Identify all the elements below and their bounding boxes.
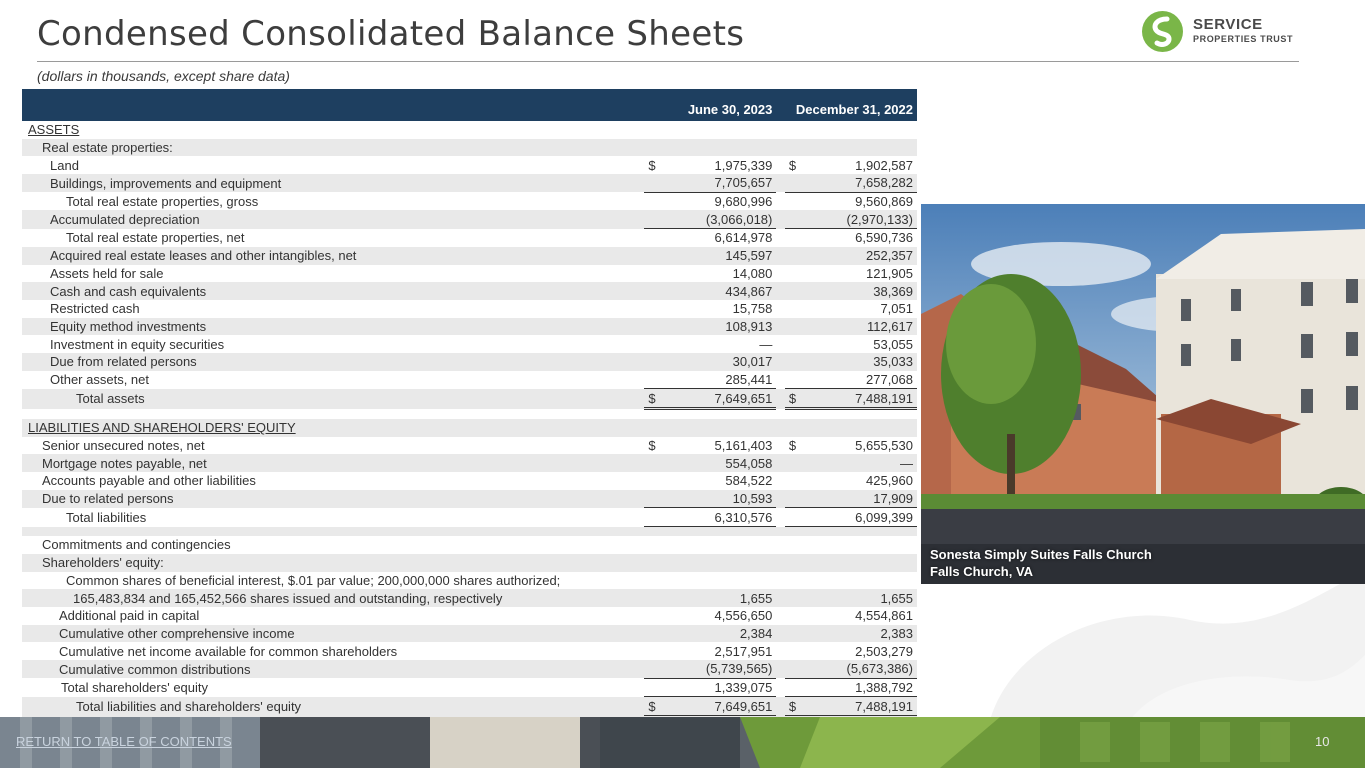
table-row [22, 536, 917, 554]
table-row [22, 282, 917, 300]
table-row [22, 472, 917, 490]
title-divider [37, 61, 1299, 62]
row-label: Total assets [22, 389, 644, 409]
row-label: Commitments and contingencies [42, 537, 231, 553]
value-dec-2022: 35,033 [800, 353, 917, 371]
table-row [22, 335, 917, 353]
row-label: Senior unsecured notes, net [42, 438, 205, 454]
value-dec-2022: 6,590,736 [855, 230, 913, 246]
value-dec-2022: (2,970,133) [800, 210, 917, 228]
table-row [22, 192, 917, 210]
row-label: Total liabilities [66, 509, 147, 525]
value-june-2023: 1,655 [659, 589, 776, 607]
table-row [22, 174, 917, 192]
table-row [22, 229, 917, 247]
value-june-2023: 1,339,075 [659, 678, 776, 697]
value-dec-2022: 1,655 [800, 589, 917, 607]
value-dec-2022: 7,051 [880, 301, 913, 317]
background-watermark [930, 560, 1365, 720]
table-row [22, 210, 917, 228]
value-june-2023: 5,161,403 [714, 438, 773, 454]
value-june-2023: 9,680,996 [714, 194, 773, 210]
row-label: Cumulative net income available for common shareholders [59, 643, 398, 659]
table-row [22, 247, 917, 265]
value-june-2023: 6,614,978 [714, 230, 773, 246]
value-june-2023: 434,867 [659, 282, 776, 300]
table-row [22, 371, 917, 389]
dollar-sign: $ [648, 157, 656, 173]
table-row [22, 139, 917, 157]
value-june-2023: — [759, 336, 773, 352]
value-june-2023: 285,441 [659, 371, 776, 389]
row-label: Cumulative common distributions [22, 660, 644, 678]
value-june-2023: 7,649,651 [659, 389, 776, 409]
value-june-2023: (3,066,018) [659, 210, 776, 228]
dollar-sign: $ [644, 697, 659, 717]
value-dec-2022: 7,658,282 [800, 174, 917, 192]
value-dec-2022: 4,554,861 [855, 608, 913, 624]
row-label: Investment in equity securities [50, 336, 225, 352]
page-number: 10 [1315, 734, 1330, 749]
table-row [22, 419, 917, 437]
value-dec-2022: 2,503,279 [855, 643, 913, 659]
table-row [22, 300, 917, 318]
column-header-june-2023: June 30, 2023 [644, 89, 776, 121]
dollar-sign: $ [648, 438, 656, 454]
logo-text-service: SERVICE [1193, 16, 1263, 33]
value-june-2023: 30,017 [659, 353, 776, 371]
table-row [22, 607, 917, 625]
photo-caption [930, 546, 1152, 580]
balance-sheet-table [22, 89, 917, 718]
table-row [22, 156, 917, 174]
value-june-2023: 1,975,339 [714, 157, 773, 173]
page-title: Condensed Consolidated Balance Sheets [37, 14, 745, 54]
dollar-sign: $ [785, 697, 800, 717]
value-dec-2022: 6,099,399 [800, 508, 917, 527]
row-label: Real estate properties: [22, 139, 644, 157]
value-june-2023: 6,310,576 [659, 508, 776, 527]
value-june-2023: 108,913 [659, 318, 776, 336]
row-label: Shareholders' equity: [22, 554, 644, 572]
value-june-2023: (5,739,565) [659, 660, 776, 678]
value-dec-2022: — [800, 454, 917, 472]
value-june-2023: 14,080 [732, 265, 773, 281]
table-row [22, 642, 917, 660]
table-row [22, 389, 917, 409]
table-row [22, 554, 917, 572]
value-dec-2022: 7,488,191 [800, 389, 917, 409]
row-label: Other assets, net [50, 372, 149, 388]
row-label: Cumulative other comprehensive income [22, 625, 644, 643]
row-label: Total shareholders' equity [61, 679, 209, 695]
dollar-sign: $ [644, 389, 659, 409]
row-label: Mortgage notes payable, net [22, 454, 644, 472]
company-logo [1142, 11, 1302, 53]
table-header-row [22, 89, 917, 121]
value-dec-2022: 7,488,191 [800, 697, 917, 717]
dollar-sign: $ [788, 157, 797, 173]
column-spacer [776, 89, 785, 121]
value-june-2023: 7,705,657 [659, 174, 776, 192]
table-row [22, 353, 917, 371]
value-june-2023: 145,597 [659, 247, 776, 265]
table-row [22, 121, 917, 139]
row-label: Cash and cash equivalents [22, 282, 644, 300]
table-row [22, 318, 917, 336]
table-row [22, 625, 917, 643]
value-dec-2022: 38,369 [800, 282, 917, 300]
table-row [22, 437, 917, 455]
section-heading-liabilities: LIABILITIES AND SHAREHOLDERS' EQUITY [28, 420, 296, 436]
return-to-toc-link[interactable]: RETURN TO TABLE OF CONTENTS [16, 734, 232, 749]
value-june-2023: 2,384 [659, 625, 776, 643]
table-row [22, 660, 917, 678]
caption-property-name: Sonesta Simply Suites Falls Church [930, 547, 1152, 562]
row-label: Total liabilities and shareholders' equity [22, 697, 644, 717]
property-photo [921, 204, 1365, 584]
value-dec-2022: 17,909 [800, 490, 917, 508]
row-label: Total real estate properties, net [66, 230, 245, 246]
row-label: Acquired real estate leases and other intangibles, net [22, 247, 644, 265]
row-label: Common shares of beneficial interest, $.01 par value; 200,000,000 shares authorized; [66, 572, 561, 588]
value-june-2023: 7,649,651 [659, 697, 776, 717]
table-row [22, 697, 917, 717]
row-label: Additional paid in capital [59, 608, 200, 624]
row-label: Restricted cash [50, 301, 140, 317]
dollar-sign: $ [785, 389, 800, 409]
value-june-2023: 2,517,951 [714, 643, 773, 659]
row-label: Accounts payable and other liabilities [42, 473, 256, 489]
row-label: Assets held for sale [50, 265, 164, 281]
table-row [22, 490, 917, 508]
value-dec-2022: 5,655,530 [855, 438, 913, 454]
row-label: Equity method investments [22, 318, 644, 336]
value-dec-2022: 277,068 [800, 371, 917, 389]
dollar-sign: $ [788, 438, 797, 454]
value-dec-2022: 1,902,587 [855, 157, 913, 173]
table-row [22, 589, 917, 607]
value-dec-2022: 121,905 [866, 265, 913, 281]
logo-mark-icon [1142, 11, 1183, 52]
caption-location: Falls Church, VA [930, 564, 1034, 579]
value-june-2023: 10,593 [659, 490, 776, 508]
row-label: Accumulated depreciation [22, 210, 644, 228]
value-dec-2022: (5,673,386) [800, 660, 917, 678]
row-label: Land [50, 157, 79, 173]
value-june-2023: 554,058 [659, 454, 776, 472]
section-heading-assets: ASSETS [28, 122, 80, 138]
logo-text-properties-trust: PROPERTIES TRUST [1193, 34, 1294, 44]
row-label: Due from related persons [22, 353, 644, 371]
table-row [22, 508, 917, 527]
column-header-dec-2022: December 31, 2022 [785, 89, 917, 121]
value-dec-2022: 53,055 [873, 336, 913, 352]
table-row [22, 572, 917, 590]
table-row [22, 678, 917, 697]
table-row [22, 265, 917, 283]
row-label: 165,483,834 and 165,452,566 shares issued and outstanding, respectively [22, 589, 644, 607]
value-dec-2022: 252,357 [800, 247, 917, 265]
value-june-2023: 15,758 [732, 301, 773, 317]
value-dec-2022: 2,383 [800, 625, 917, 643]
row-label: Buildings, improvements and equipment [22, 174, 644, 192]
page-subtitle: (dollars in thousands, except share data) [37, 68, 290, 84]
value-dec-2022: 9,560,869 [855, 194, 913, 210]
value-dec-2022: 1,388,792 [800, 678, 917, 697]
value-dec-2022: 112,617 [800, 318, 917, 336]
table-row [22, 454, 917, 472]
value-june-2023: 4,556,650 [714, 608, 773, 624]
value-dec-2022: 425,960 [866, 473, 913, 489]
label-column-header [22, 89, 644, 121]
row-label: Due to related persons [22, 490, 644, 508]
row-label: Total real estate properties, gross [66, 193, 259, 209]
value-june-2023: 584,522 [725, 473, 773, 489]
